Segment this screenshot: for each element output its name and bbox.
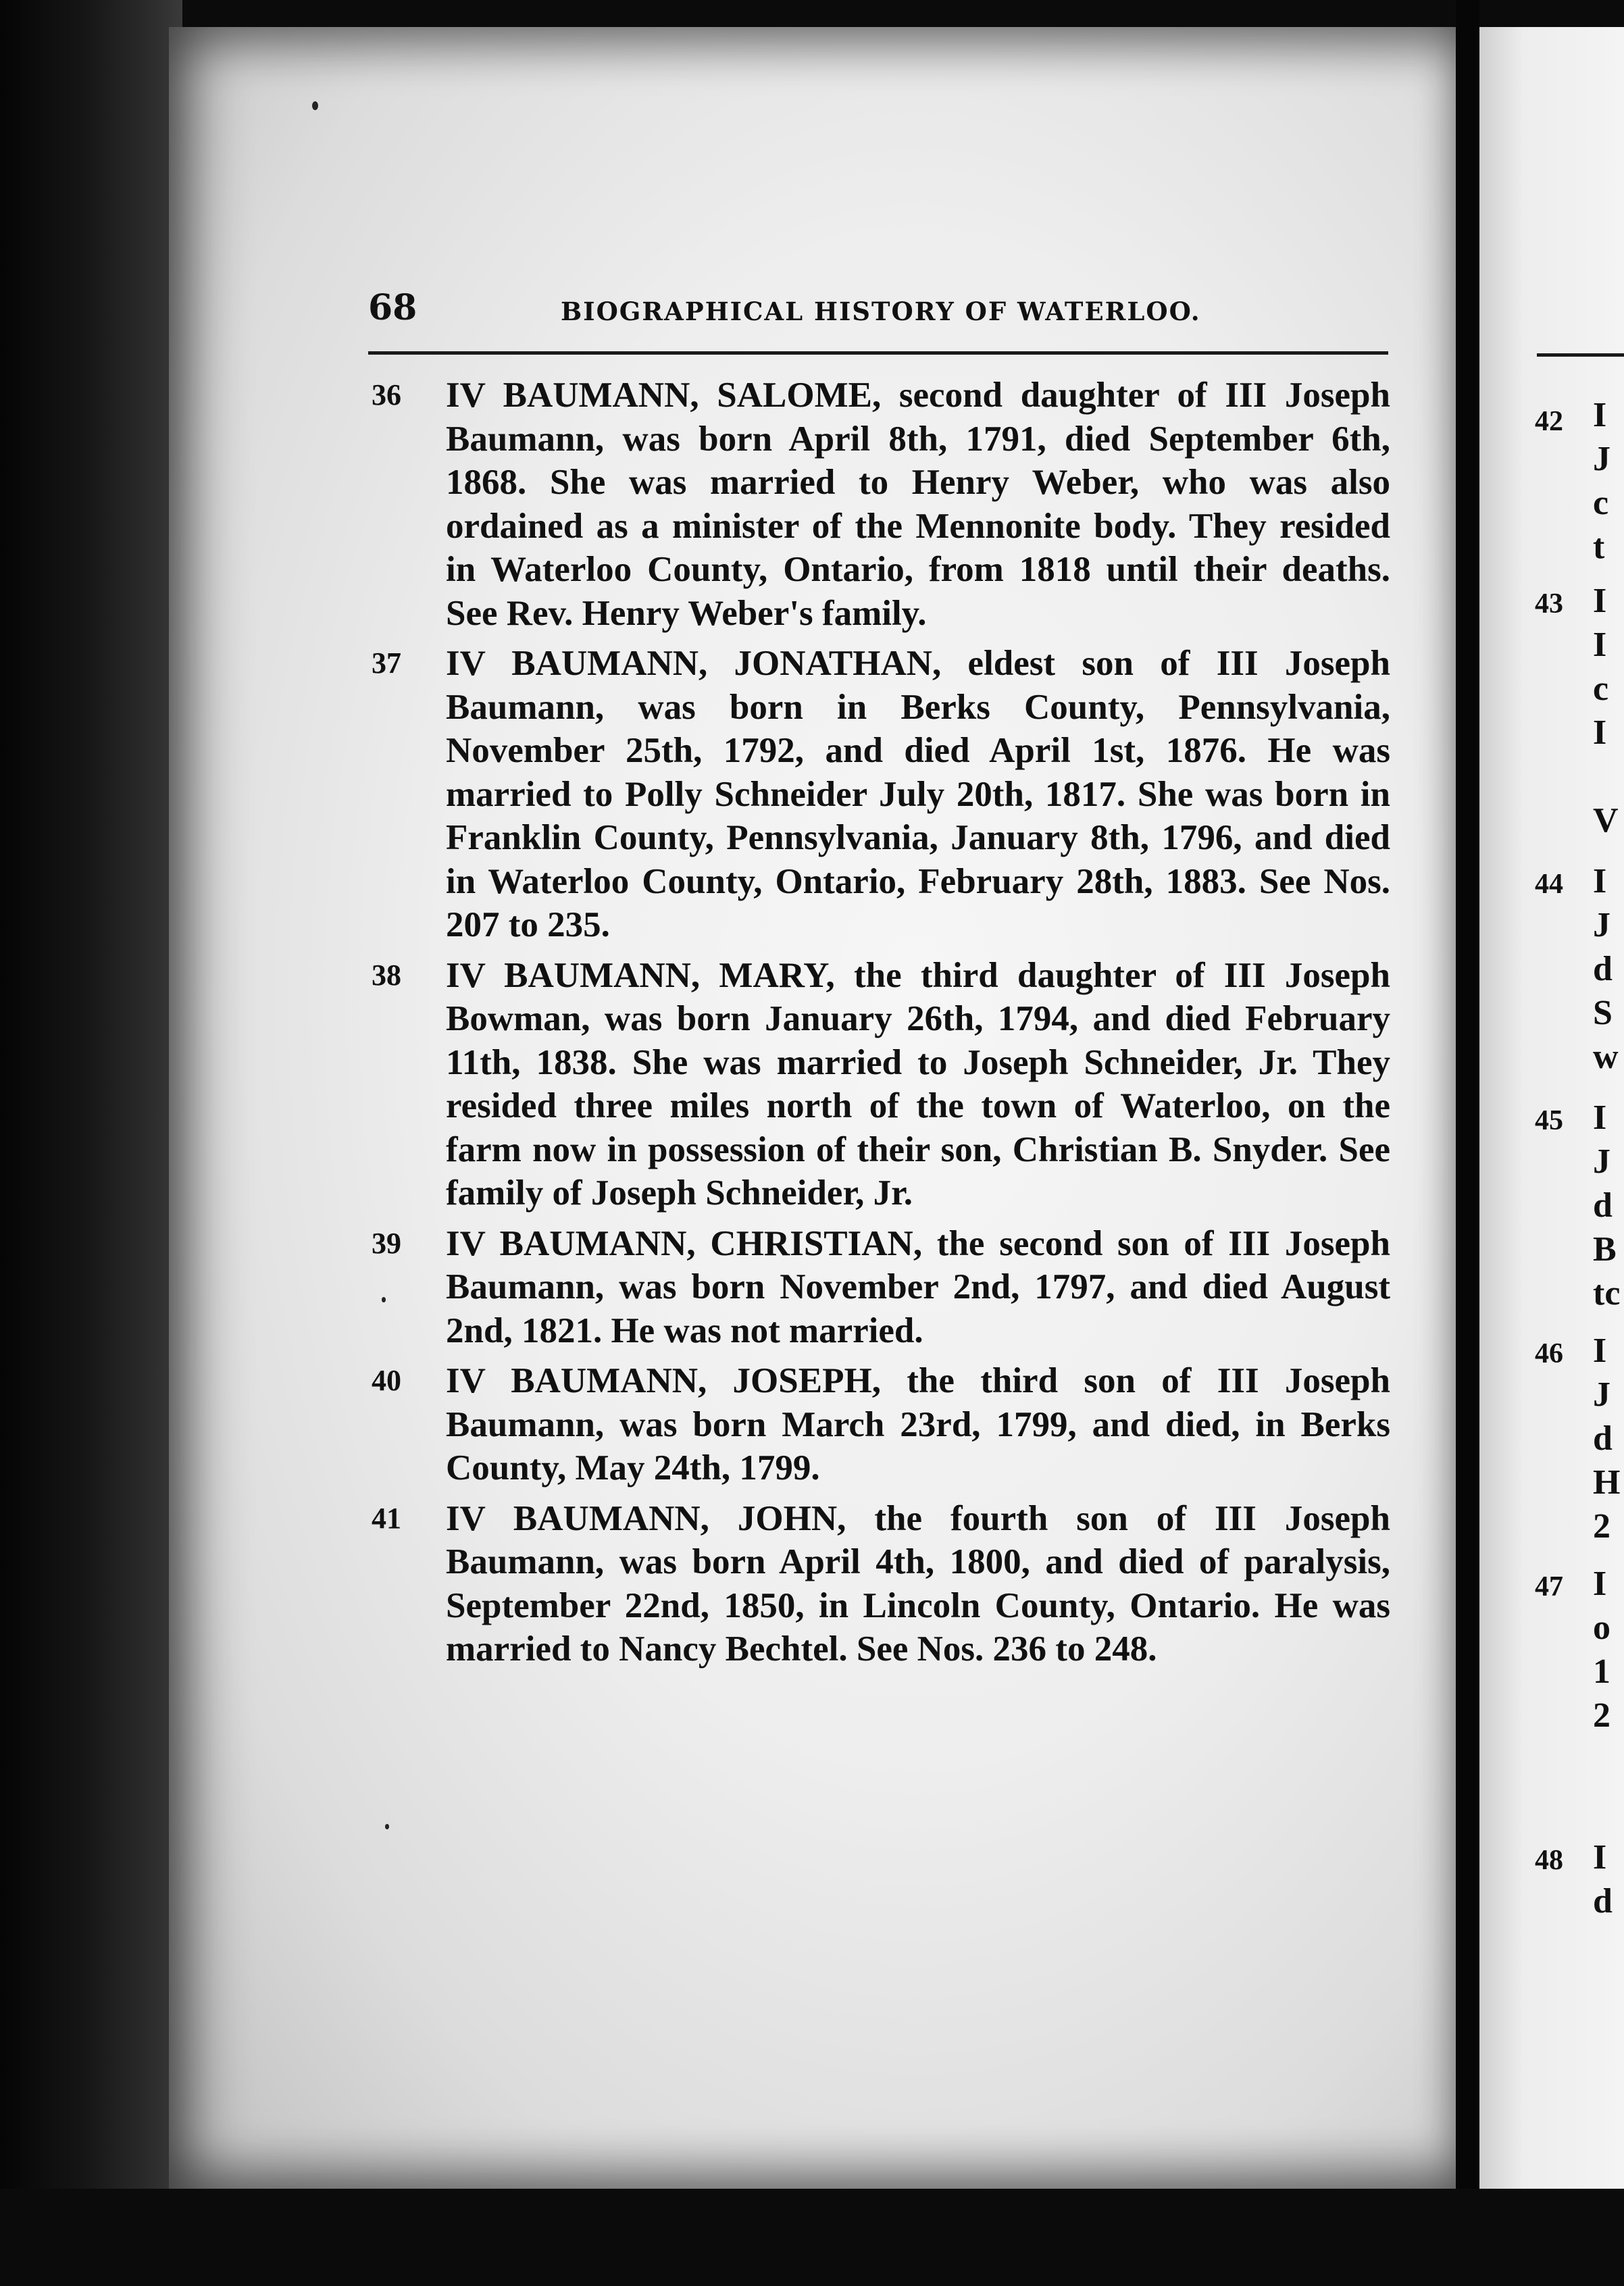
next-page-fragment: I	[1593, 396, 1607, 434]
entry-text: IV BAUMANN, JONATHAN, eldest son of III Joseph Baumann, was born in Berks County, Pennsylvania, November 25th, 1792, and died April 1st, 1876. He was married to Polly Schneider July 20th, 1817. She was born in Franklin County, Pennsylvania, January 8th, 1796, and died in Waterloo County, Ontario, February 28th, 1883. See Nos. 207 to 235.	[446, 644, 1390, 944]
entry-38	[368, 954, 1392, 1215]
next-page-fragment: d	[1593, 950, 1613, 988]
next-page-fragment: I	[1593, 582, 1607, 620]
entry-text: IV BAUMANN, MARY, the third daughter of III Joseph Bowman, was born January 26th, 1794, and died February 11th, 1838. She was married to Joseph Schneider, Jr. They resided three miles north of the town of Waterloo, on the farm now in possession of their son, Christian B. Snyder. See family of Joseph Schneider, Jr.	[446, 955, 1390, 1213]
scan-border	[0, 2189, 1624, 2286]
next-page-edge	[1479, 27, 1624, 2189]
entry-number: 37	[372, 646, 401, 680]
next-page-fragment: I	[1593, 1331, 1607, 1370]
entry-number: 38	[372, 958, 401, 992]
next-page-fragment: t	[1593, 528, 1605, 566]
next-page-fragment: d	[1593, 1186, 1613, 1225]
entry-36	[368, 374, 1392, 635]
next-page-fragment: 2	[1593, 1507, 1610, 1546]
next-page-fragment: I	[1593, 713, 1607, 752]
next-page-fragment: I	[1593, 1098, 1607, 1137]
entry-number: 41	[372, 1501, 401, 1535]
entry-40	[368, 1359, 1392, 1490]
next-page-fragment: S	[1593, 994, 1613, 1032]
next-page-fragment: c	[1593, 669, 1609, 708]
next-page-fragment: w	[1593, 1038, 1619, 1076]
page-number: 68	[368, 287, 417, 328]
page-header	[368, 287, 1388, 334]
page-speck	[385, 1824, 389, 1829]
next-page-fragment: J	[1593, 440, 1610, 478]
next-page-fragment: c	[1593, 484, 1609, 522]
entry-number: 39	[372, 1226, 401, 1260]
entry-37	[368, 642, 1392, 947]
next-page-fragment: H	[1593, 1463, 1621, 1502]
next-page-fragment: 1	[1593, 1652, 1610, 1691]
next-page-fragment: d	[1593, 1882, 1613, 1921]
next-page-number: 44	[1535, 869, 1563, 900]
next-page-fragment: o	[1593, 1608, 1610, 1647]
next-page-fragment: I	[1593, 1565, 1607, 1603]
next-page-fragment: tc	[1593, 1274, 1621, 1313]
next-page-header-rule	[1537, 353, 1624, 357]
next-page-fragment: V	[1593, 801, 1619, 840]
entry-text: IV BAUMANN, JOHN, the fourth son of III Joseph Baumann, was born April 4th, 1800, and died of paralysis, September 22nd, 1850, in Lincoln County, Ontario. He was married to Nancy Bechtel. See Nos. 236 to 248.	[446, 1498, 1390, 1669]
next-page-fragment: B	[1593, 1230, 1617, 1269]
next-page-fragment: 2	[1593, 1696, 1610, 1735]
entry-text: IV BAUMANN, CHRISTIAN, the second son of III Joseph Baumann, was born November 2nd, 1797, and died August 2nd, 1821. He was not married.	[446, 1223, 1390, 1350]
entry-number: 40	[372, 1364, 401, 1397]
entry-41	[368, 1497, 1392, 1671]
entry-text: IV BAUMANN, JOSEPH, the third son of III Joseph Baumann, was born March 23rd, 1799, and died, in Berks County, May 24th, 1799.	[446, 1361, 1390, 1488]
next-page-fragment: d	[1593, 1419, 1613, 1458]
entry-text: IV BAUMANN, SALOME, second daughter of III Joseph Baumann, was born April 8th, 1791, died September 6th, 1868. She was married to Henry Weber, who was also ordained as a minister of the Mennonite body. They resided in Waterloo County, Ontario, from 1818 until their deaths. See Rev. Henry Weber's family.	[446, 376, 1390, 633]
next-page-fragment: I	[1593, 862, 1607, 900]
next-page-fragment: J	[1593, 1142, 1610, 1181]
next-page-fragment: I	[1593, 626, 1607, 664]
book-spine-shadow	[0, 0, 182, 2286]
page-gutter	[1456, 0, 1479, 2286]
next-page-number: 47	[1535, 1571, 1563, 1602]
next-page-number: 46	[1535, 1338, 1563, 1369]
next-page-number: 45	[1535, 1105, 1563, 1136]
next-page-number: 43	[1535, 588, 1563, 619]
next-page-number: 42	[1535, 406, 1563, 437]
running-head: BIOGRAPHICAL HISTORY OF WATERLOO.	[561, 297, 1201, 326]
header-rule	[368, 351, 1388, 355]
next-page-fragment: J	[1593, 1375, 1610, 1414]
page-speck	[312, 101, 318, 110]
next-page-fragment: I	[1593, 1838, 1607, 1877]
entry-number: 36	[372, 378, 401, 411]
entry-list	[368, 374, 1392, 1678]
next-page-fragment: J	[1593, 906, 1610, 944]
entry-39	[368, 1222, 1392, 1353]
next-page-number: 48	[1535, 1845, 1563, 1876]
